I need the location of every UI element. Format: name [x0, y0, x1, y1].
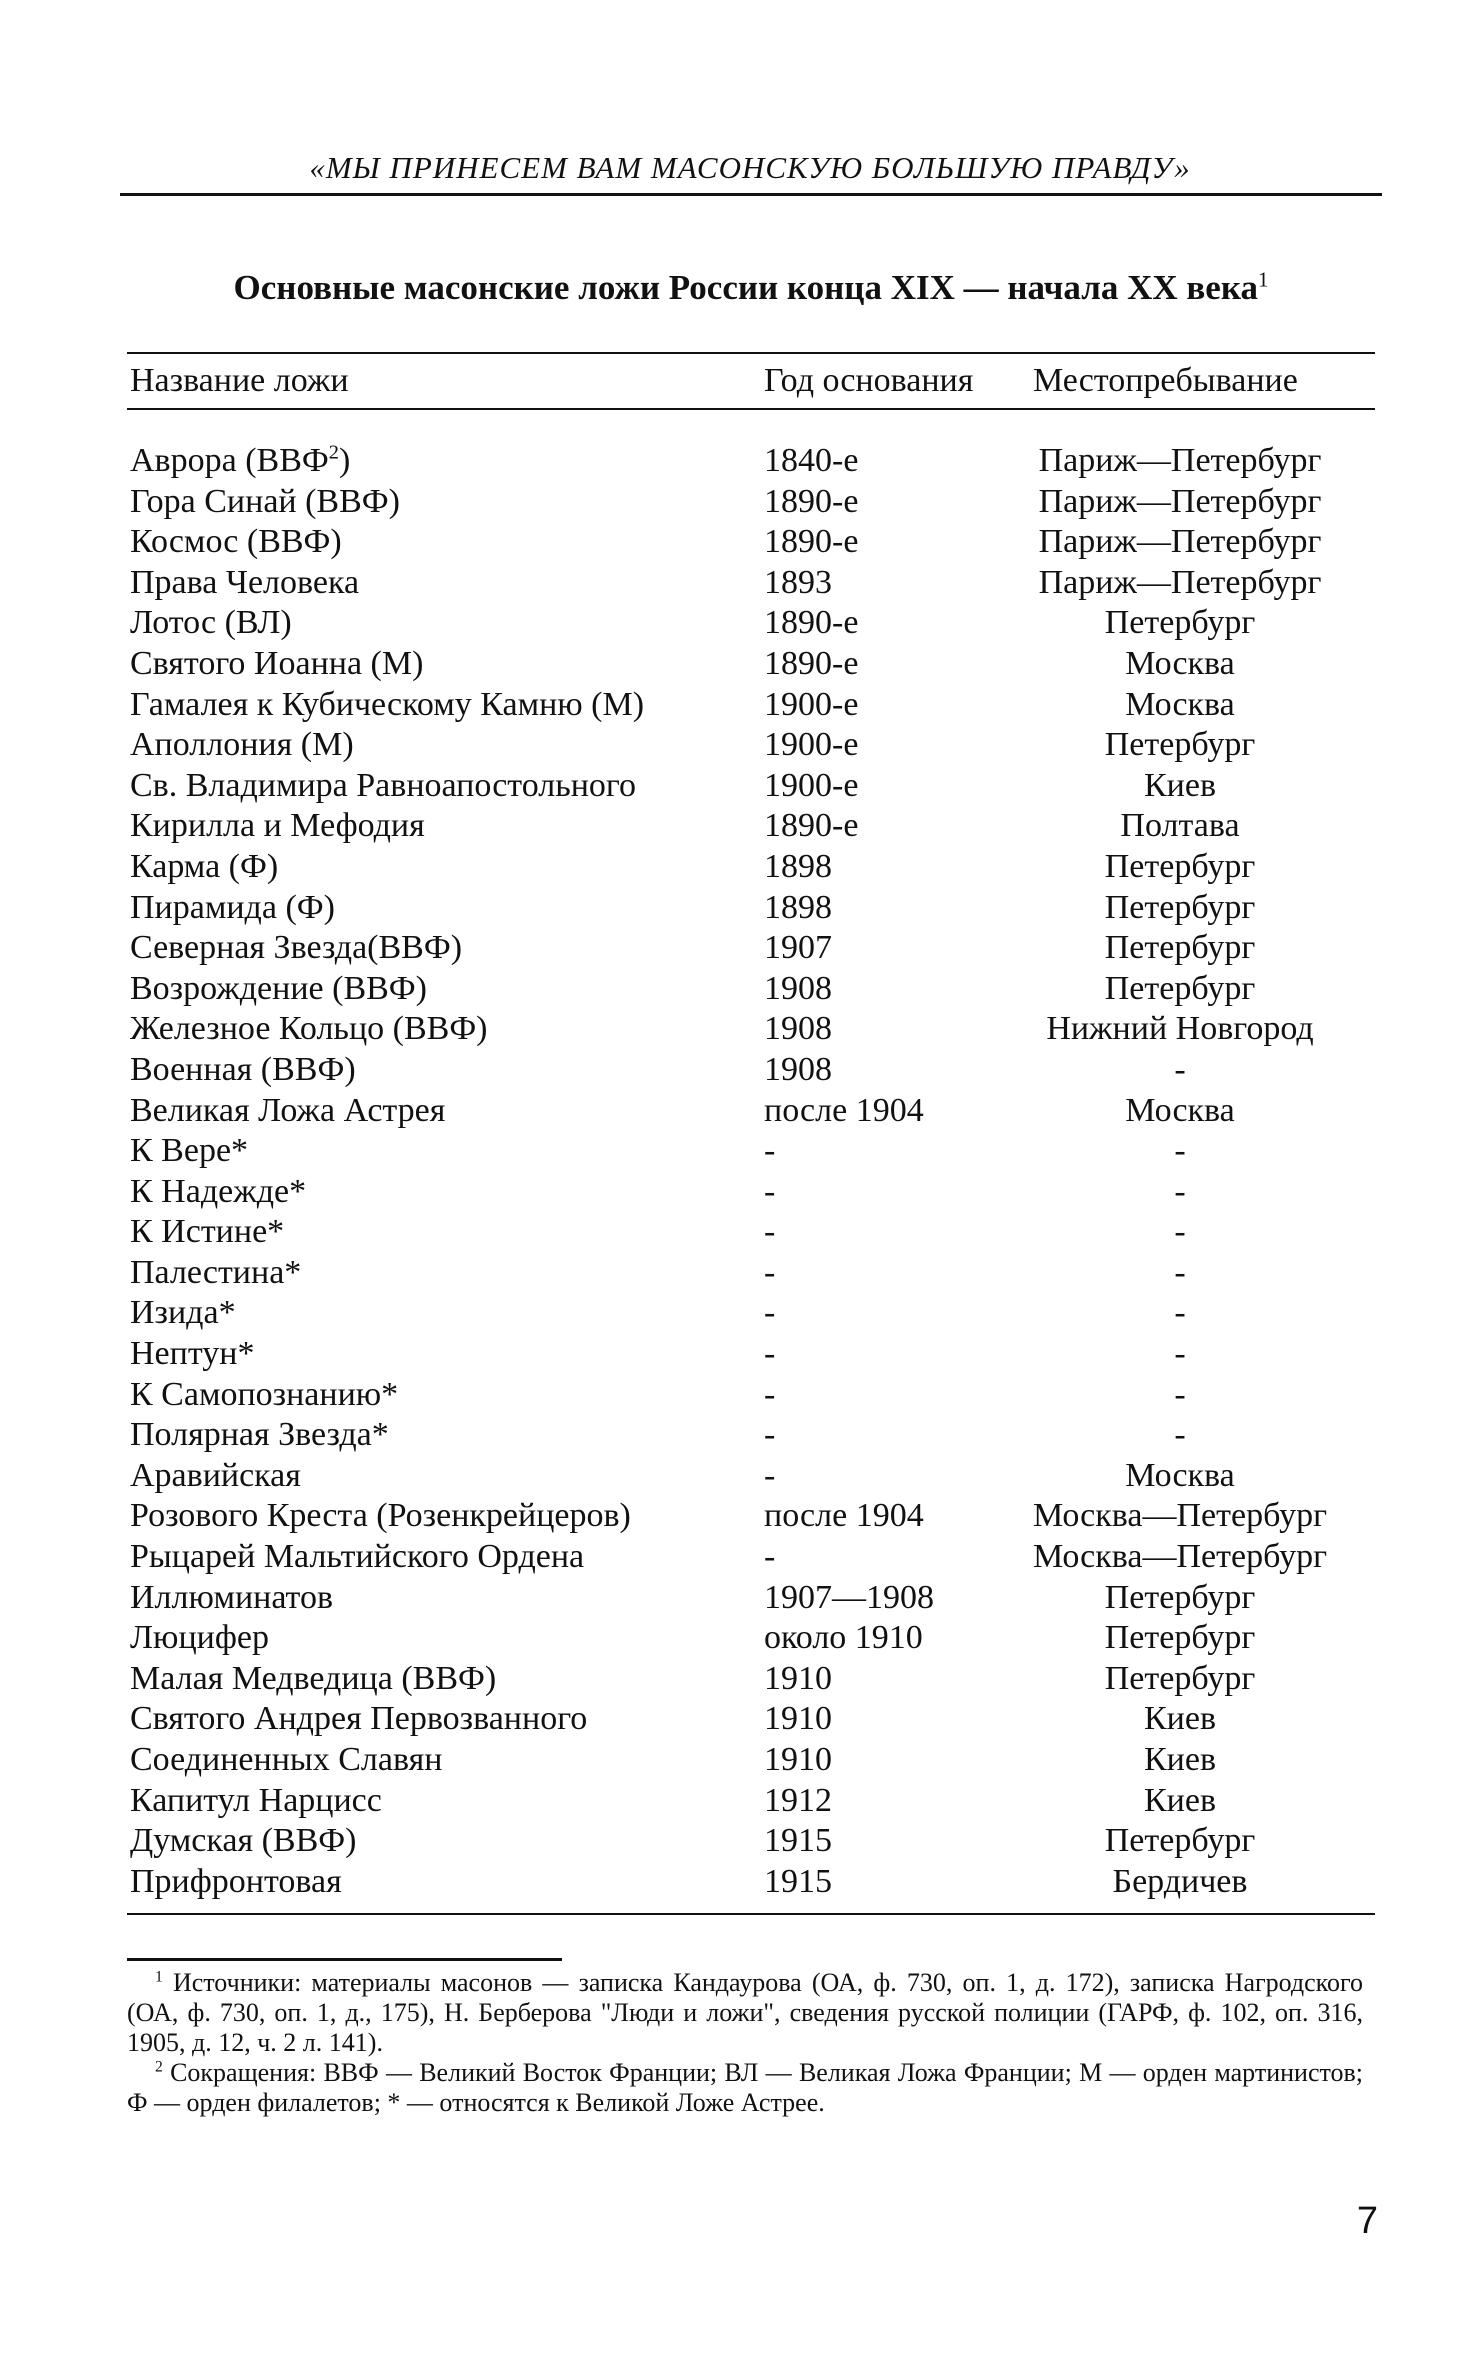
table-row [0, 482, 1476, 523]
footnote [127, 2058, 1363, 2118]
lodge-name-tail: ) [338, 442, 351, 479]
title-footnote-mark: 1 [1257, 267, 1269, 292]
founding-year: 1890-е [764, 644, 859, 682]
lodge-name-text: Пирамида (Ф) [130, 888, 335, 926]
founding-year: - [764, 1335, 776, 1373]
table-title [120, 268, 1382, 308]
table-row [0, 563, 1476, 604]
founding-year: - [764, 1456, 776, 1494]
lodge-name [130, 1131, 248, 1171]
founding-year: 1898 [764, 888, 832, 926]
table-row [0, 888, 1476, 929]
founding-year: 1912 [764, 1781, 832, 1819]
location: Петербург [1104, 726, 1256, 764]
lodge-name-text: Аврора (ВВФ [130, 442, 329, 479]
location: - [1174, 1375, 1186, 1413]
founding-year: после 1904 [764, 1497, 924, 1535]
location: - [1174, 1213, 1186, 1251]
table-row [0, 1131, 1476, 1172]
location: - [1174, 1335, 1186, 1373]
table-row [0, 1091, 1476, 1132]
table-row [0, 1740, 1476, 1781]
location: Киев [1143, 1741, 1217, 1778]
lodge-name [130, 1618, 269, 1658]
footnote-rule [127, 1958, 562, 1961]
lodge-name [130, 1091, 445, 1131]
lodge-name-text: Гора Синай (ВВФ) [130, 482, 400, 520]
lodge-name-text: Аполлония (М) [130, 726, 354, 764]
lodge-name [130, 1578, 333, 1618]
location: Москва [1125, 644, 1235, 682]
column-header-year: Год основания [764, 362, 974, 399]
founding-year: 1900-е [764, 726, 859, 764]
lodge-name [130, 482, 400, 522]
location: - [1174, 1132, 1186, 1170]
lodge-name [130, 685, 644, 725]
lodge-name-text: К Самопознанию* [130, 1375, 399, 1413]
table-row [0, 1537, 1476, 1578]
lodge-name [130, 725, 354, 765]
lodge-name-text: Военная (ВВФ) [130, 1050, 356, 1088]
founding-year: 1890-е [764, 482, 859, 520]
location: - [1174, 1416, 1186, 1454]
table-row [0, 1375, 1476, 1416]
lodge-name-text: Аравийская [130, 1456, 301, 1494]
location: Петербург [1104, 604, 1256, 642]
location: Киев [1143, 1781, 1217, 1819]
founding-year: после 1904 [764, 1091, 924, 1129]
lodge-name-text: Космос (ВВФ) [130, 523, 342, 561]
table-row [0, 644, 1476, 685]
lodge-name-text: Святого Иоанна (М) [130, 644, 424, 682]
table-row [0, 1415, 1476, 1456]
lodge-name [130, 1537, 584, 1577]
table-row [0, 1699, 1476, 1740]
location: - [1174, 1172, 1186, 1210]
lodge-name-text: Права Человека [130, 563, 360, 601]
lodge-name-text: Думская (ВВФ) [130, 1822, 357, 1860]
location: Москва—Петербург [1032, 1538, 1328, 1576]
founding-year: 1890-е [764, 807, 859, 845]
founding-year: 1908 [764, 1050, 832, 1088]
lodge-name-text: Кирилла и Мефодия [130, 807, 425, 845]
location: Петербург [1104, 1619, 1256, 1657]
location: Петербург [1104, 1578, 1256, 1616]
founding-year: 1915 [764, 1862, 832, 1900]
founding-year: 1900-е [764, 685, 859, 723]
location: Петербург [1104, 929, 1256, 967]
lodge-name [130, 1740, 442, 1780]
table-row [0, 766, 1476, 807]
lodge-name-text: Прифронтовая [130, 1862, 342, 1900]
lodge-name-text: Карма (Ф) [130, 847, 279, 885]
location: Петербург [1104, 847, 1256, 885]
lodge-name-text: Железное Кольцо (ВВФ) [130, 1010, 488, 1048]
lodge-name-text: Розового Креста (Розенкрейцеров) [130, 1497, 631, 1535]
lodge-name [130, 563, 359, 603]
lodge-name [130, 1334, 254, 1374]
table-row [0, 1334, 1476, 1375]
lodge-name-text: Святого Андрея Первозванного [130, 1700, 588, 1738]
lodge-name [130, 1496, 631, 1536]
founding-year: - [764, 1375, 776, 1413]
running-head: «МЫ ПРИНЕСЕМ ВАМ МАСОНСКУЮ БОЛЬШУЮ ПРАВДУ» [309, 150, 1191, 185]
footnote-number: 1 [155, 1968, 163, 1986]
column-header-name: Название ложи [130, 362, 349, 399]
lodge-name-text: Иллюминатов [130, 1578, 334, 1616]
table-row [0, 1172, 1476, 1213]
footnote [127, 1968, 1363, 2058]
lodge-name [130, 441, 350, 481]
table-row [0, 1578, 1476, 1619]
location: Париж—Петербург [1038, 442, 1322, 479]
footnote-number: 2 [155, 2058, 163, 2076]
table-row [0, 725, 1476, 766]
table-row [0, 603, 1476, 644]
lodge-name [130, 1781, 382, 1821]
lodge-name [130, 888, 335, 928]
lodge-name [130, 603, 292, 643]
table-row [0, 1781, 1476, 1822]
table-row [0, 1212, 1476, 1253]
lodge-name [130, 1699, 587, 1739]
location: Бердичев [1112, 1862, 1248, 1900]
table-row [0, 522, 1476, 563]
lodge-name-text: К Истине* [130, 1213, 285, 1251]
founding-year: 1907 [764, 929, 832, 967]
lodge-name [130, 766, 636, 806]
founding-year: 1890-е [764, 523, 859, 561]
lodge-name-text: Гамалея к Кубическому Камню (М) [130, 685, 645, 723]
lodge-name [130, 1862, 342, 1902]
table-body [0, 441, 1476, 1902]
lodge-name-text: Палестина* [130, 1253, 302, 1291]
location: Петербург [1104, 1659, 1256, 1697]
location: Петербург [1104, 1822, 1256, 1860]
lodge-name-text: Св. Владимира Равноапостольного [130, 766, 637, 804]
footnote-text: Сокращения: ВВФ — Великий Восток Франции; ВЛ — Великая Ложа Франции; М — орден мартинистов; Ф — орден филалетов; * — относятся к Великой Ложе Астрее. [127, 2058, 1364, 2117]
table-row [0, 1009, 1476, 1050]
table-row [0, 1821, 1476, 1862]
lodge-name [130, 644, 423, 684]
location: Москва [1125, 1456, 1235, 1494]
lodge-name-text: Капитул Нарцисс [130, 1781, 382, 1819]
lodge-name [130, 969, 427, 1009]
founding-year: - [764, 1253, 776, 1291]
location: Москва [1125, 1091, 1235, 1129]
founding-year: 1893 [764, 563, 832, 601]
lodge-name [130, 522, 342, 562]
location: Москва [1125, 685, 1235, 723]
location: Париж—Петербург [1038, 482, 1322, 520]
founding-year: 1840-е [764, 442, 859, 479]
lodge-name [130, 1172, 306, 1212]
founding-year: 1898 [764, 847, 832, 885]
lodge-name [130, 1293, 236, 1333]
founding-year: 1890-е [764, 604, 859, 642]
lodge-name-text: Великая Ложа Астрея [130, 1091, 446, 1129]
table-row [0, 1293, 1476, 1334]
location: - [1174, 1253, 1186, 1291]
lodge-name-text: Лотос (ВЛ) [130, 604, 292, 642]
table-header-rule [127, 408, 1375, 410]
location: - [1174, 1294, 1186, 1332]
footnote-mark: 2 [328, 441, 339, 464]
table-row [0, 1456, 1476, 1497]
founding-year: 1908 [764, 969, 832, 1007]
table-title-text: Основные масонские ложи России конца XIX — начала XX века [233, 268, 1258, 307]
lodge-name-text: Соединенных Славян [130, 1741, 443, 1778]
lodge-name [130, 1415, 389, 1455]
location: Полтава [1120, 807, 1240, 845]
lodge-name [130, 928, 462, 968]
location: Париж—Петербург [1038, 563, 1322, 601]
table-row [0, 1253, 1476, 1294]
location: Париж—Петербург [1038, 523, 1322, 561]
location: Петербург [1104, 969, 1256, 1007]
founding-year: - [764, 1172, 776, 1210]
lodge-name-text: К Вере* [130, 1132, 249, 1170]
founding-year: 1900-е [764, 766, 859, 804]
location: Киев [1143, 1700, 1217, 1738]
founding-year: 1907—1908 [764, 1578, 934, 1616]
lodge-name-text: Рыцарей Мальтийского Ордена [130, 1538, 585, 1576]
lodge-name [130, 1659, 496, 1699]
table-row [0, 1050, 1476, 1091]
lodge-name [130, 1821, 356, 1861]
lodge-name [130, 1253, 301, 1293]
lodge-name [130, 1456, 301, 1496]
table-row [0, 1618, 1476, 1659]
lodge-name-text: Возрождение (ВВФ) [130, 969, 427, 1007]
founding-year: около 1910 [764, 1619, 923, 1657]
founding-year: 1915 [764, 1822, 832, 1860]
location: Москва—Петербург [1032, 1497, 1328, 1535]
lodge-name-text: Малая Медведица (ВВФ) [130, 1659, 497, 1697]
founding-year: - [764, 1538, 776, 1576]
lodge-name-text: Изида* [130, 1294, 236, 1332]
lodge-name [130, 1375, 398, 1415]
location: Нижний Новгород [1046, 1010, 1314, 1048]
founding-year: 1910 [764, 1700, 832, 1738]
founding-year: 1908 [764, 1010, 832, 1048]
column-header-place: Местопребывание [1033, 362, 1298, 399]
lodge-name-text: К Надежде* [130, 1172, 307, 1210]
table-row [0, 969, 1476, 1010]
lodge-name-text: Люцифер [130, 1619, 269, 1657]
lodge-name [130, 1009, 488, 1049]
table-bottom-rule [127, 1913, 1375, 1915]
table-row [0, 685, 1476, 726]
table-row [0, 1862, 1476, 1903]
founding-year: 1910 [764, 1741, 832, 1778]
founding-year: - [764, 1416, 776, 1454]
founding-year: 1910 [764, 1659, 832, 1697]
table-top-rule [127, 352, 1375, 354]
lodge-name-text: Нептун* [130, 1335, 255, 1373]
page-number: 7 [1356, 2200, 1378, 2242]
table-row [0, 1659, 1476, 1700]
lodge-name [130, 847, 278, 887]
table-row [0, 441, 1476, 482]
table-row [0, 928, 1476, 969]
lodge-name-text: Полярная Звезда* [130, 1416, 389, 1454]
header-rule [120, 193, 1382, 196]
location: - [1174, 1050, 1186, 1088]
founding-year: - [764, 1213, 776, 1251]
table-row [0, 847, 1476, 888]
footnote-text: Источники: материалы масонов — записка Кандаурова (ОА, ф. 730, оп. 1, д. 172), записка Нагродского (ОА, ф. 730, оп. 1, д., 175), Н. Берберова "Люди и ложи", сведения русской полиции (ГАРФ, ф. 102, оп. 316, 1905, д. 12, ч. 2 л. 141). [127, 1968, 1363, 2057]
table-row [0, 806, 1476, 847]
founding-year: - [764, 1294, 776, 1332]
table-row [0, 1496, 1476, 1537]
founding-year: - [764, 1132, 776, 1170]
lodge-name [130, 1212, 284, 1252]
location: Киев [1143, 766, 1217, 804]
lodge-name-text: Северная Звезда(ВВФ) [130, 929, 463, 967]
lodge-name [130, 1050, 356, 1090]
footnotes [127, 1968, 1363, 2118]
location: Петербург [1104, 888, 1256, 926]
lodge-name [130, 806, 425, 846]
